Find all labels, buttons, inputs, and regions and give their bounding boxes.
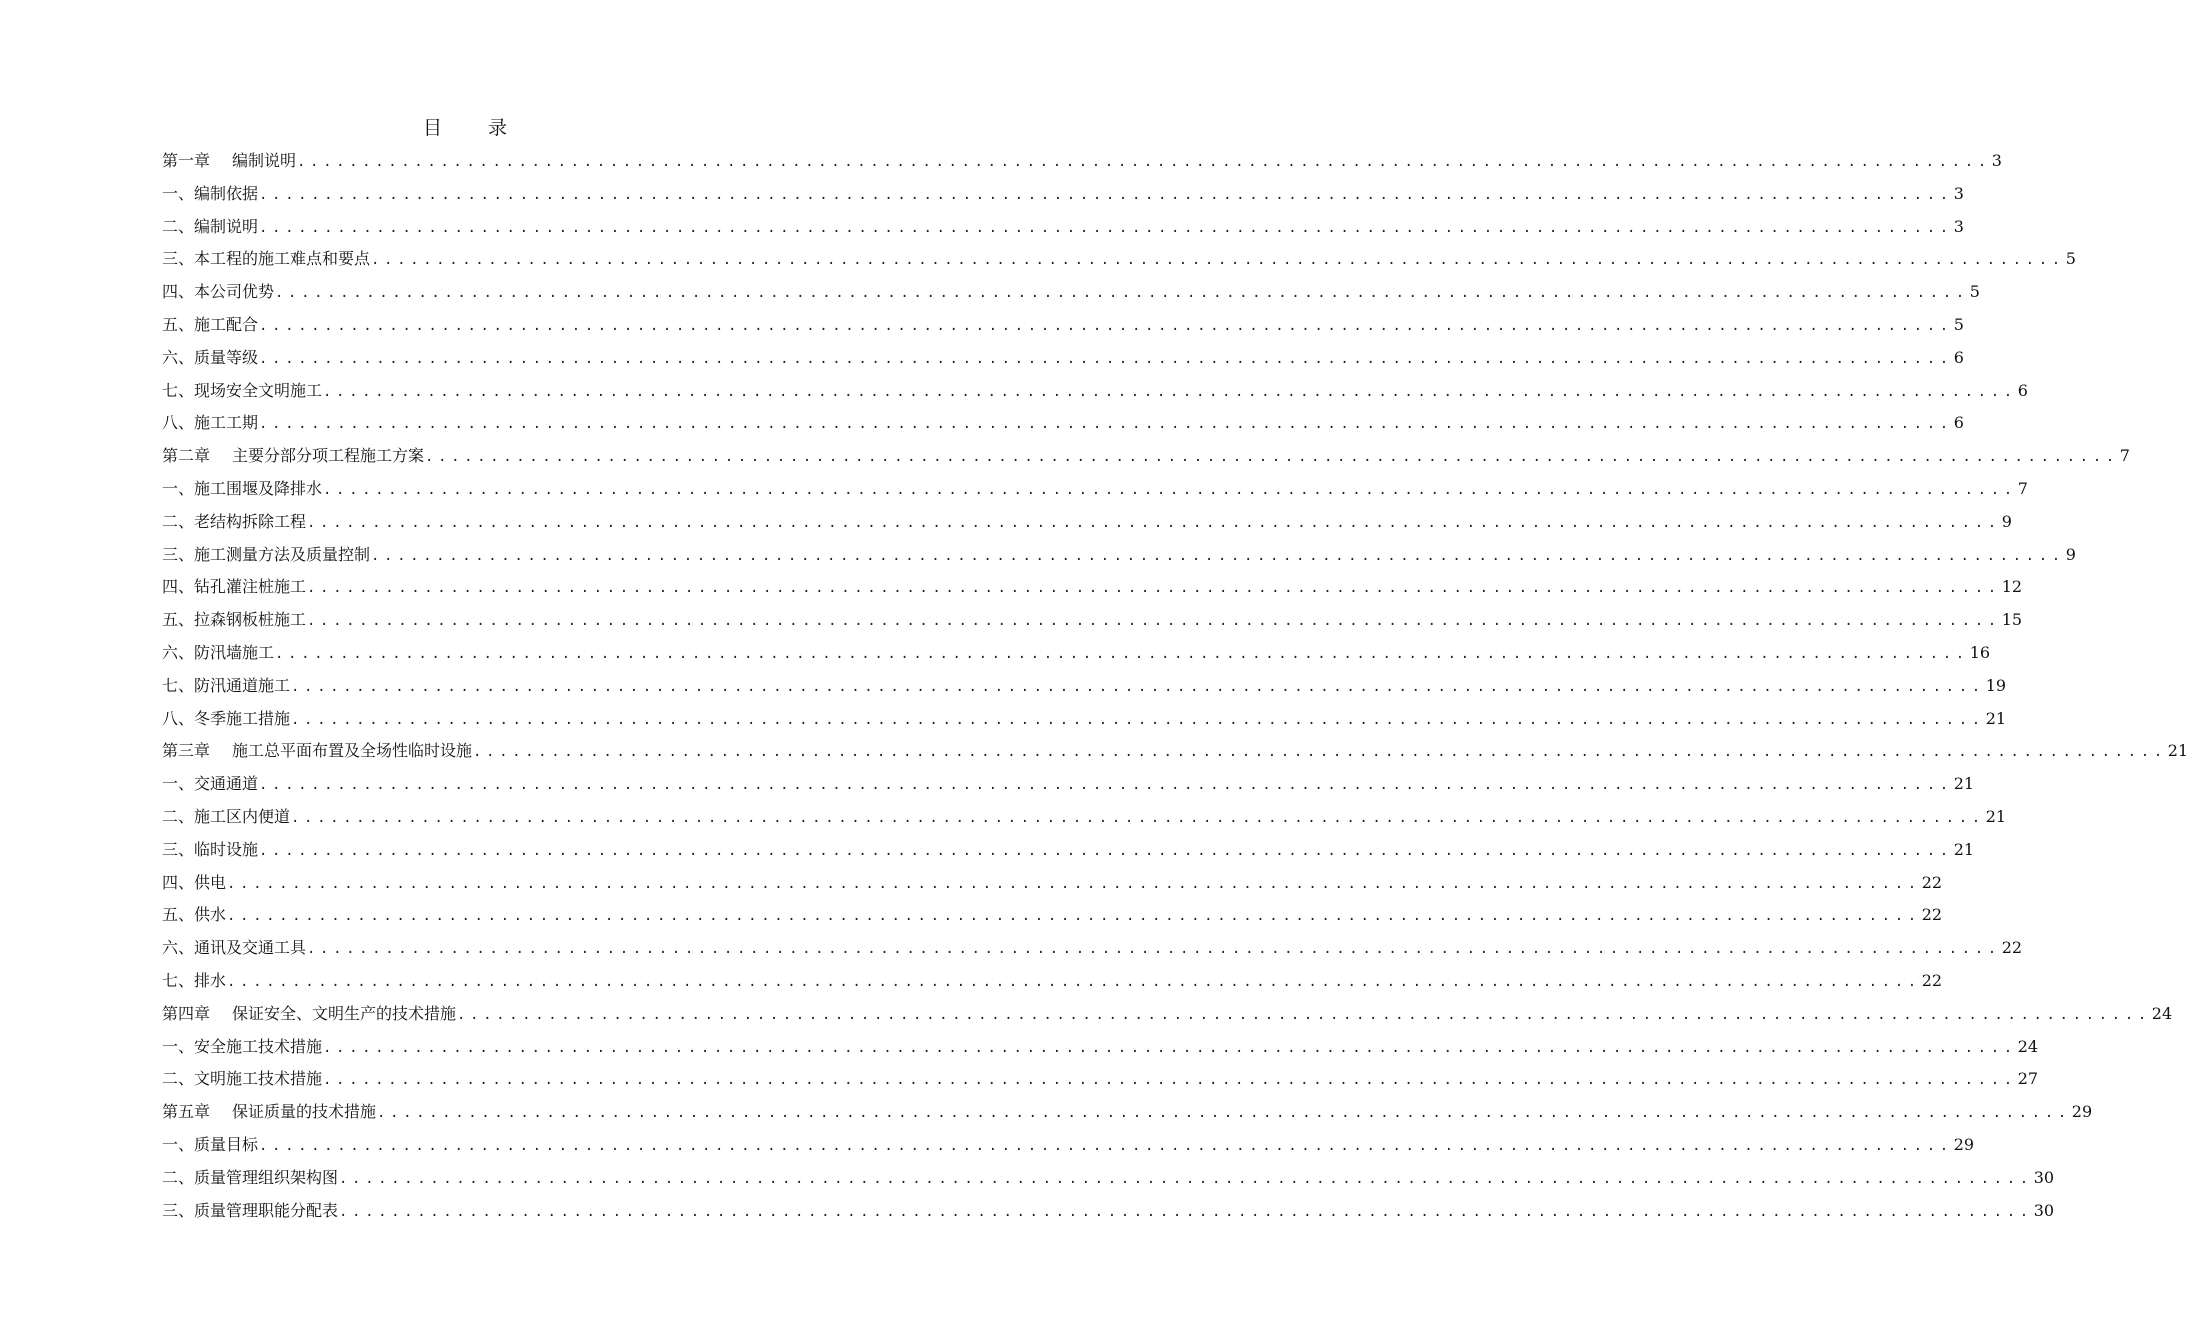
toc-entry-label: 三、质量管理职能分配表: [162, 1200, 339, 1220]
toc-section-entry[interactable]: [162, 1162, 2055, 1195]
toc-page-number: 9: [2065, 544, 2076, 564]
toc-page-number: 30: [2033, 1167, 2055, 1187]
toc-page-number: 9: [2001, 511, 2012, 531]
toc-dot-leader: ..................................................................................................................................: [259, 416, 1953, 433]
toc-dot-leader: ..................................................................................................................................: [377, 1105, 2071, 1122]
toc-dot-leader: ..................................................................................................................................: [307, 613, 2001, 630]
toc-section-entry[interactable]: [162, 211, 1964, 244]
toc-page-number: 6: [1953, 347, 1964, 367]
toc-entry-label: 二、编制说明: [162, 216, 259, 236]
toc-dot-leader: ..................................................................................................................................: [227, 908, 1921, 925]
toc-page-number: 22: [2001, 938, 2023, 958]
toc-dot-leader: ..................................................................................................................................: [339, 1203, 2033, 1220]
toc-entry-label: 六、防汛墙施工: [162, 642, 275, 662]
toc-page-number: 3: [1991, 151, 2002, 170]
toc-page-number: 29: [2071, 1102, 2093, 1122]
toc-page-number: 22: [1921, 872, 1943, 892]
toc-section-entry[interactable]: [162, 375, 2028, 408]
toc-dot-leader: ..................................................................................................................................: [307, 941, 2001, 958]
toc-page-number: 21: [1985, 708, 2007, 728]
toc-entry-label: 一、编制依据: [162, 183, 259, 203]
toc-entry-label: 四、本公司优势: [162, 282, 275, 302]
toc-page-number: 6: [2017, 380, 2028, 400]
toc-entry-label: 二、老结构拆除工程: [162, 511, 307, 531]
toc-page-number: 22: [1921, 905, 1943, 925]
toc-entry-label: 六、通讯及交通工具: [162, 938, 307, 958]
toc-page-number: 5: [1953, 314, 1964, 334]
toc-chapter-number: 第一章: [162, 151, 211, 170]
toc-section-entry[interactable]: [162, 243, 2076, 276]
toc-page-number: 7: [2119, 446, 2130, 466]
toc-page-number: 22: [1921, 970, 1943, 990]
toc-entry-label: 二、文明施工技术措施: [162, 1069, 323, 1089]
toc-section-entry[interactable]: [162, 867, 1943, 900]
toc-page-number: 24: [2151, 1003, 2173, 1023]
toc-chapter-entry[interactable]: [162, 145, 2002, 178]
toc-section-entry[interactable]: [162, 473, 2028, 506]
toc-section-entry[interactable]: [162, 801, 2007, 834]
toc-page-number: 12: [2001, 577, 2023, 597]
toc-dot-leader: ..................................................................................................................................: [259, 842, 1953, 859]
toc-dot-leader: ..................................................................................................................................: [323, 1039, 2017, 1056]
toc-entry-label: [162, 998, 456, 1031]
toc-section-entry[interactable]: [162, 407, 1964, 440]
toc-entry-label: 五、供水: [162, 905, 227, 925]
toc-section-entry[interactable]: [162, 1063, 2039, 1096]
toc-entry-label: 三、临时设施: [162, 839, 259, 859]
toc-dot-leader: ..................................................................................................................................: [291, 711, 1985, 728]
toc-dot-leader: ..................................................................................................................................: [339, 1170, 2033, 1187]
toc-dot-leader: ..................................................................................................................................: [371, 252, 2065, 269]
toc-chapter-title: 编制说明: [232, 151, 297, 170]
toc-entry-label: 一、安全施工技术措施: [162, 1036, 323, 1056]
toc-list: [162, 145, 2188, 1227]
toc-section-entry[interactable]: [162, 342, 1964, 375]
toc-title: 目 录: [422, 117, 528, 139]
toc-dot-leader: ..................................................................................................................................: [323, 1072, 2017, 1089]
toc-entry-label: 一、施工围堰及降排水: [162, 478, 323, 498]
toc-chapter-title: 施工总平面布置及全场性临时设施: [232, 741, 473, 761]
toc-page-number: 21: [1953, 839, 1975, 859]
toc-dot-leader: ..................................................................................................................................: [307, 580, 2001, 597]
toc-section-entry[interactable]: [162, 178, 1964, 211]
toc-section-entry[interactable]: [162, 768, 1975, 801]
toc-page-number: 19: [1985, 675, 2007, 695]
toc-section-entry[interactable]: [162, 965, 1943, 998]
toc-dot-leader: ..................................................................................................................................: [259, 777, 1953, 794]
toc-entry-label: 七、排水: [162, 970, 227, 990]
toc-page-number: 3: [1953, 183, 1964, 203]
toc-dot-leader: ..................................................................................................................................: [227, 973, 1921, 990]
toc-chapter-title: 保证安全、文明生产的技术措施: [232, 1003, 457, 1023]
toc-chapter-number: 第二章: [162, 446, 211, 466]
toc-dot-leader: ..................................................................................................................................: [259, 1137, 1953, 1154]
toc-page-number: 15: [2001, 610, 2023, 630]
toc-page-number: 3: [1953, 216, 1964, 236]
toc-chapter-title: 保证质量的技术措施: [232, 1102, 377, 1122]
toc-dot-leader: ..................................................................................................................................: [473, 744, 2167, 761]
toc-section-entry[interactable]: [162, 899, 1943, 932]
toc-entry-label: 三、施工测量方法及质量控制: [162, 544, 371, 564]
toc-entry-label: 一、质量目标: [162, 1134, 259, 1154]
toc-page-number: 24: [2017, 1036, 2039, 1056]
toc-section-entry[interactable]: [162, 604, 2023, 637]
toc-dot-leader: ..................................................................................................................................: [291, 678, 1985, 695]
toc-entry-label: 七、防汛通道施工: [162, 675, 291, 695]
toc-section-entry[interactable]: [162, 703, 2007, 736]
toc-chapter-number: 第五章: [162, 1102, 211, 1122]
toc-chapter-entry[interactable]: [162, 998, 2173, 1031]
toc-chapter-number: 第四章: [162, 1003, 211, 1023]
toc-page-number: 5: [1969, 282, 1980, 302]
toc-entry-label: 八、施工工期: [162, 413, 259, 433]
toc-entry-label: [162, 1096, 376, 1129]
toc-dot-leader: ..................................................................................................................................: [259, 219, 1953, 236]
toc-dot-leader: ..................................................................................................................................: [323, 481, 2017, 498]
toc-dot-leader: ..................................................................................................................................: [425, 449, 2119, 466]
toc-entry-label: [162, 145, 296, 178]
toc-page-number: 16: [1969, 642, 1991, 662]
toc-page-number: 21: [1953, 774, 1975, 794]
toc-section-entry[interactable]: [162, 506, 2012, 539]
toc-dot-leader: ..................................................................................................................................: [227, 875, 1921, 892]
toc-chapter-number: 第三章: [162, 741, 211, 761]
toc-section-entry[interactable]: [162, 932, 2023, 965]
toc-entry-label: 五、拉森钢板桩施工: [162, 610, 307, 630]
toc-dot-leader: ..................................................................................................................................: [297, 154, 1991, 170]
toc-entry-label: 五、施工配合: [162, 314, 259, 334]
toc-section-entry[interactable]: [162, 1031, 2039, 1064]
toc-dot-leader: ..................................................................................................................................: [371, 547, 2065, 564]
toc-page-number: 30: [2033, 1200, 2055, 1220]
toc-dot-leader: ..................................................................................................................................: [259, 317, 1953, 334]
toc-entry-label: 七、现场安全文明施工: [162, 380, 323, 400]
toc-entry-label: 二、质量管理组织架构图: [162, 1167, 339, 1187]
toc-page-number: 5: [2065, 249, 2076, 269]
toc-chapter-title: 主要分部分项工程施工方案: [232, 446, 425, 466]
toc-page-number: 27: [2017, 1069, 2039, 1089]
toc-section-entry[interactable]: [162, 276, 1980, 309]
toc-entry-label: 八、冬季施工措施: [162, 708, 291, 728]
toc-page-number: 21: [2167, 741, 2188, 761]
toc-entry-label: 六、质量等级: [162, 347, 259, 367]
toc-dot-leader: ..................................................................................................................................: [291, 809, 1985, 826]
toc-entry-label: [162, 735, 472, 768]
toc-entry-label: [162, 440, 424, 473]
toc-page-number: 6: [1953, 413, 1964, 433]
toc-chapter-entry[interactable]: [162, 735, 2188, 768]
toc-section-entry[interactable]: [162, 571, 2023, 604]
toc-dot-leader: ..................................................................................................................................: [259, 350, 1953, 367]
toc-section-entry[interactable]: [162, 670, 2007, 703]
toc-chapter-entry[interactable]: [162, 440, 2130, 473]
toc-dot-leader: ..................................................................................................................................: [457, 1006, 2151, 1023]
toc-section-entry[interactable]: [162, 1195, 2055, 1228]
toc-entry-label: 四、供电: [162, 872, 227, 892]
toc-page-number: 29: [1953, 1134, 1975, 1154]
toc-entry-label: 四、钻孔灌注桩施工: [162, 577, 307, 597]
toc-chapter-entry[interactable]: [162, 1096, 2093, 1129]
toc-entry-label: 三、本工程的施工难点和要点: [162, 249, 371, 269]
toc-dot-leader: ..................................................................................................................................: [275, 645, 1969, 662]
toc-dot-leader: ..................................................................................................................................: [307, 514, 2001, 531]
toc-section-entry[interactable]: [162, 637, 1991, 670]
toc-section-entry[interactable]: [162, 1129, 1975, 1162]
toc-dot-leader: ..................................................................................................................................: [323, 383, 2017, 400]
toc-section-entry[interactable]: [162, 539, 2076, 572]
toc-page-number: 21: [1985, 806, 2007, 826]
toc-dot-leader: ..................................................................................................................................: [275, 285, 1969, 302]
toc-page-number: 7: [2017, 478, 2028, 498]
toc-entry-label: 二、施工区内便道: [162, 806, 291, 826]
toc-entry-label: 一、交通通道: [162, 774, 259, 794]
toc-section-entry[interactable]: [162, 309, 1964, 342]
toc-section-entry[interactable]: [162, 834, 1975, 867]
toc-dot-leader: ..................................................................................................................................: [259, 186, 1953, 203]
